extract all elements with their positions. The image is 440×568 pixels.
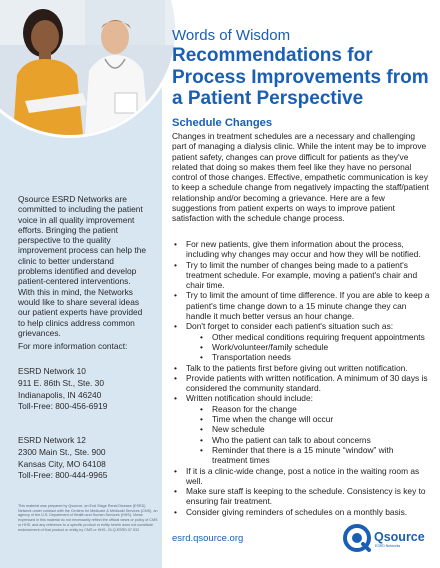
list-item-text: Consider giving reminders of schedules on a monthly basis. xyxy=(186,506,408,517)
section-heading: Schedule Changes xyxy=(172,117,273,129)
sub-list-item-text: New schedule xyxy=(212,424,265,435)
network12-address xyxy=(18,435,158,482)
list-item xyxy=(172,290,430,321)
bullet-icon: • xyxy=(200,414,203,425)
sub-list-item xyxy=(186,404,430,414)
bullet-icon: • xyxy=(200,352,203,363)
sub-list-item-text: Other medical conditions requiring frequent appointments xyxy=(212,331,425,342)
sub-list-item xyxy=(186,414,430,424)
bullet-icon: • xyxy=(174,362,177,373)
bullet-icon: • xyxy=(200,403,203,414)
bullet-icon: • xyxy=(200,444,203,455)
list-item-text: For new patients, give them information about the process, including why changes may occur and how they will be notified. xyxy=(186,239,421,260)
sub-list-item-text: Who the patient can talk to about concerns xyxy=(212,434,371,445)
network12-name: ESRD Network 12 xyxy=(18,435,86,445)
contact-title: For more information contact: xyxy=(18,341,128,351)
sub-list-item-text: Work/volunteer/family schedule xyxy=(212,341,329,352)
list-item-text: If it is a clinic-wide change, post a notice in the waiting room as well. xyxy=(186,465,420,486)
bullet-icon: • xyxy=(200,424,203,435)
list-item-text: Try to limit the number of changes being made to a patient's treatment schedule. For example, moving a patient's chair and chair time. xyxy=(186,259,418,291)
qsource-logo-icon xyxy=(343,524,371,552)
sub-list xyxy=(186,332,430,363)
sub-list-item xyxy=(186,445,430,466)
list-item-text: Written notification should include: xyxy=(186,393,313,404)
sub-list-item-text: Reason for the change xyxy=(212,403,297,414)
sub-list-item xyxy=(186,435,430,445)
list-item-text: Make sure staff is keeping to the schedule. Consistency is key to ensuring fair treatment. xyxy=(186,486,426,507)
list-item xyxy=(172,363,430,373)
network10-name: ESRD Network 10 xyxy=(18,366,86,376)
sub-list-item xyxy=(186,342,430,352)
list-item xyxy=(172,486,430,507)
list-item xyxy=(172,260,430,291)
bullet-icon: • xyxy=(174,290,177,301)
qsource-logo xyxy=(343,524,435,554)
list-item xyxy=(172,466,430,487)
sub-list-item xyxy=(186,332,430,342)
sub-list xyxy=(186,404,430,466)
sub-list-item xyxy=(186,424,430,434)
page-title: Recommendations for Process Improvements from a Patient Perspective xyxy=(172,45,429,109)
network10-street: 911 E. 86th St., Ste. 30 xyxy=(18,377,104,388)
section-intro: Changes in treatment schedules are a necessary and challenging part of managing a dialysis clinic. While the intent may be to improve patient safety, changes can prove difficult for patients as they've related that doing so makes them feel like they have no personal control of those changes. Effective, empathetic communication is key to keep a schedule change from negatively impacting the staff/patient relationship and/or becoming a grievance. Here are a few suggestions from patient experts on ways to improve patient satisfaction with the schedule change process. xyxy=(172,131,429,224)
sub-list-item-text: Transportation needs xyxy=(212,352,291,363)
bullet-icon: • xyxy=(174,506,177,517)
bullet-icon: • xyxy=(174,259,177,270)
list-item xyxy=(172,393,430,465)
list-item xyxy=(172,239,430,260)
network12-city: Kansas City, MO 64108 xyxy=(18,458,106,469)
list-item xyxy=(172,321,430,362)
list-item xyxy=(172,373,430,394)
sub-list-item-text: Reminder that there is a 15 minute “window” with treatment times xyxy=(212,444,394,466)
list-item-text: Try to limit the amount of time difference. If you are able to keep a patient's time change down to a 15 minute change they can handle it much better versus an hour change. xyxy=(186,290,430,322)
network10-address xyxy=(18,366,158,413)
bullet-icon: • xyxy=(174,372,177,383)
disclaimer: This material was prepared by Qsource, an End Stage Renal Disease (ESRD) Network under contract with the Centers for Medicare & Medicaid Services (CMS), an agency of the U.S. Department of Health and Human Services (HHS). Views expressed in this material do not necessarily reflect the official views or policy of CMS or HHS, and any reference to a specific product or entity herein does not constitute endorsement of that product or entity by CMS or HHS. 24.Q.ESRD.07.033 xyxy=(18,504,158,532)
suggestion-list xyxy=(172,239,430,517)
list-item-text: Don't forget to consider each patient's situation such as: xyxy=(186,321,394,332)
page-kicker: Words of Wisdom xyxy=(172,27,291,44)
sub-list-item-text: Time when the change will occur xyxy=(212,414,334,425)
list-item xyxy=(172,507,430,517)
list-item-text: Provide patients with written notification. A minimum of 30 days is considered the community standard. xyxy=(186,372,428,394)
bullet-icon: • xyxy=(174,239,177,249)
sidebar-intro: Qsource ESRD Networks are committed to including the patient voice in all quality improvement efforts. Bringing the patient perspective to the quality improvement process can help the clinic to better understand problems identified and develop patient-centered interventions. With this in mind, the Networks would like to share several ideas our patient experts have provided to help clinics address common grievances. xyxy=(18,194,147,338)
bullet-icon: • xyxy=(200,331,203,342)
network12-street: 2300 Main St., Ste. 900 xyxy=(18,446,106,457)
network10-city: Indianapolis, IN 46240 xyxy=(18,389,102,400)
sub-list-item xyxy=(186,352,430,362)
bullet-icon: • xyxy=(174,486,177,497)
logo-name: Qsource xyxy=(374,530,425,544)
list-item-text: Talk to the patients first before giving out written notification. xyxy=(186,362,408,373)
bullet-icon: • xyxy=(174,321,177,332)
bullet-icon: • xyxy=(174,393,177,404)
bullet-icon: • xyxy=(200,341,203,352)
footer-url-link[interactable]: esrd.qsource.org xyxy=(172,533,244,544)
bullet-icon: • xyxy=(200,434,203,445)
network10-phone: Toll-Free: 800-456-6919 xyxy=(18,401,108,412)
logo-sub: ESRD Networks xyxy=(375,544,401,548)
network12-phone: Toll-Free: 800-444-9965 xyxy=(18,470,108,481)
bullet-icon: • xyxy=(174,465,177,476)
